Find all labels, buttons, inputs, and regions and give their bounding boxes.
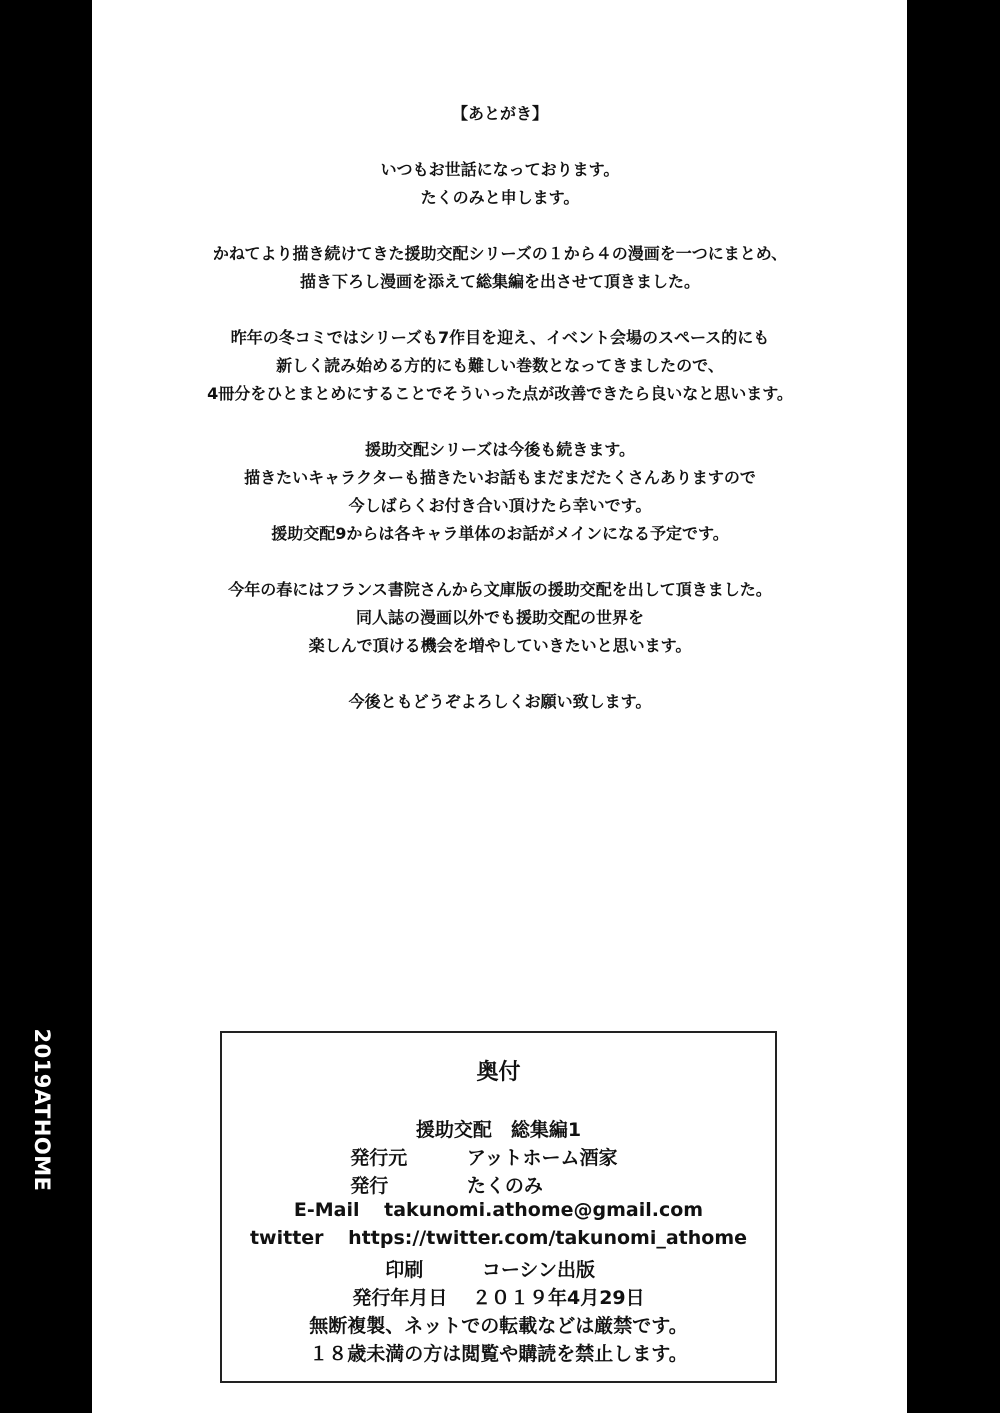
colophon-notice-copy xyxy=(222,1311,775,1338)
afterword-line: 援助交配9からは各キャラ単体のお話がメインになる予定です。 xyxy=(271,524,729,543)
colophon-publisher xyxy=(222,1143,775,1170)
afterword-line: たくのみと申します。 xyxy=(420,188,580,207)
side-label-text: 2019ATHOME xyxy=(30,1028,54,1192)
colophon-date xyxy=(222,1283,775,1310)
colophon-box xyxy=(220,1031,777,1383)
date-label: 発行年月日 xyxy=(352,1287,448,1309)
email-value: takunomi.athome@gmail.com xyxy=(384,1199,704,1221)
issuer-label: 発行 xyxy=(350,1175,389,1197)
colophon-notice-age xyxy=(222,1339,775,1366)
afterword-line: 新しく読み始める方的にも難しい巻数となってきましたので、 xyxy=(276,356,724,375)
colophon-twitter xyxy=(222,1227,775,1249)
printer-value: コーシン出版 xyxy=(481,1259,595,1281)
issuer-value: たくのみ xyxy=(466,1175,543,1197)
twitter-label: twitter xyxy=(249,1227,324,1249)
afterword-heading: 【あとがき】 xyxy=(451,104,548,123)
afterword xyxy=(0,100,1000,716)
twitter-value: https://twitter.com/takunomi_athome xyxy=(348,1227,748,1249)
colophon-printer xyxy=(222,1255,775,1282)
afterword-line: 今しばらくお付き合い頂けたら幸いです。 xyxy=(348,496,652,515)
notice-age-value: １８歳未満の方は閲覧や購読を禁止します。 xyxy=(309,1343,688,1365)
afterword-line: 楽しんで頂ける機会を増やしていきたいと思います。 xyxy=(308,636,692,655)
afterword-line: 4冊分をひとまとめにすることでそういった点が改善できたら良いなと思います。 xyxy=(207,384,793,403)
publisher-value: アットホーム酒家 xyxy=(466,1147,618,1169)
colophon-title: 奥付 xyxy=(476,1060,521,1085)
email-label: E-Mail xyxy=(293,1199,360,1221)
printer-label: 印刷 xyxy=(385,1259,424,1281)
book-title-value: 援助交配 総集編1 xyxy=(415,1119,582,1141)
afterword-line: 描きたいキャラクターも描きたいお話もまだまだたくさんありますので xyxy=(244,468,756,487)
afterword-line: 描き下ろし漫画を添えて総集編を出させて頂きました。 xyxy=(299,272,700,291)
date-value: ２０１９年4月29日 xyxy=(471,1287,645,1309)
afterword-line: 同人誌の漫画以外でも援助交配の世界を xyxy=(355,608,644,627)
afterword-line: 今後ともどうぞよろしくお願い致します。 xyxy=(348,692,652,711)
colophon-issuer xyxy=(222,1171,775,1198)
afterword-line: 今年の春にはフランス書院さんから文庫版の援助交配を出して頂きました。 xyxy=(228,580,772,599)
publisher-label: 発行元 xyxy=(350,1147,408,1169)
colophon-email xyxy=(222,1199,775,1221)
afterword-line: 援助交配シリーズは今後も続きます。 xyxy=(365,440,635,459)
afterword-line: かねてより描き続けてきた援助交配シリーズの１から４の漫画を一つにまとめ、 xyxy=(212,244,788,263)
afterword-line: いつもお世話になっております。 xyxy=(380,160,620,179)
afterword-line: 昨年の冬コミではシリーズも7作目を迎え、イベント会場のスペース的にも xyxy=(230,328,770,347)
colophon-book-title xyxy=(222,1115,775,1142)
notice-copy-value: 無断複製、ネットでの転載などは厳禁です。 xyxy=(309,1315,688,1337)
